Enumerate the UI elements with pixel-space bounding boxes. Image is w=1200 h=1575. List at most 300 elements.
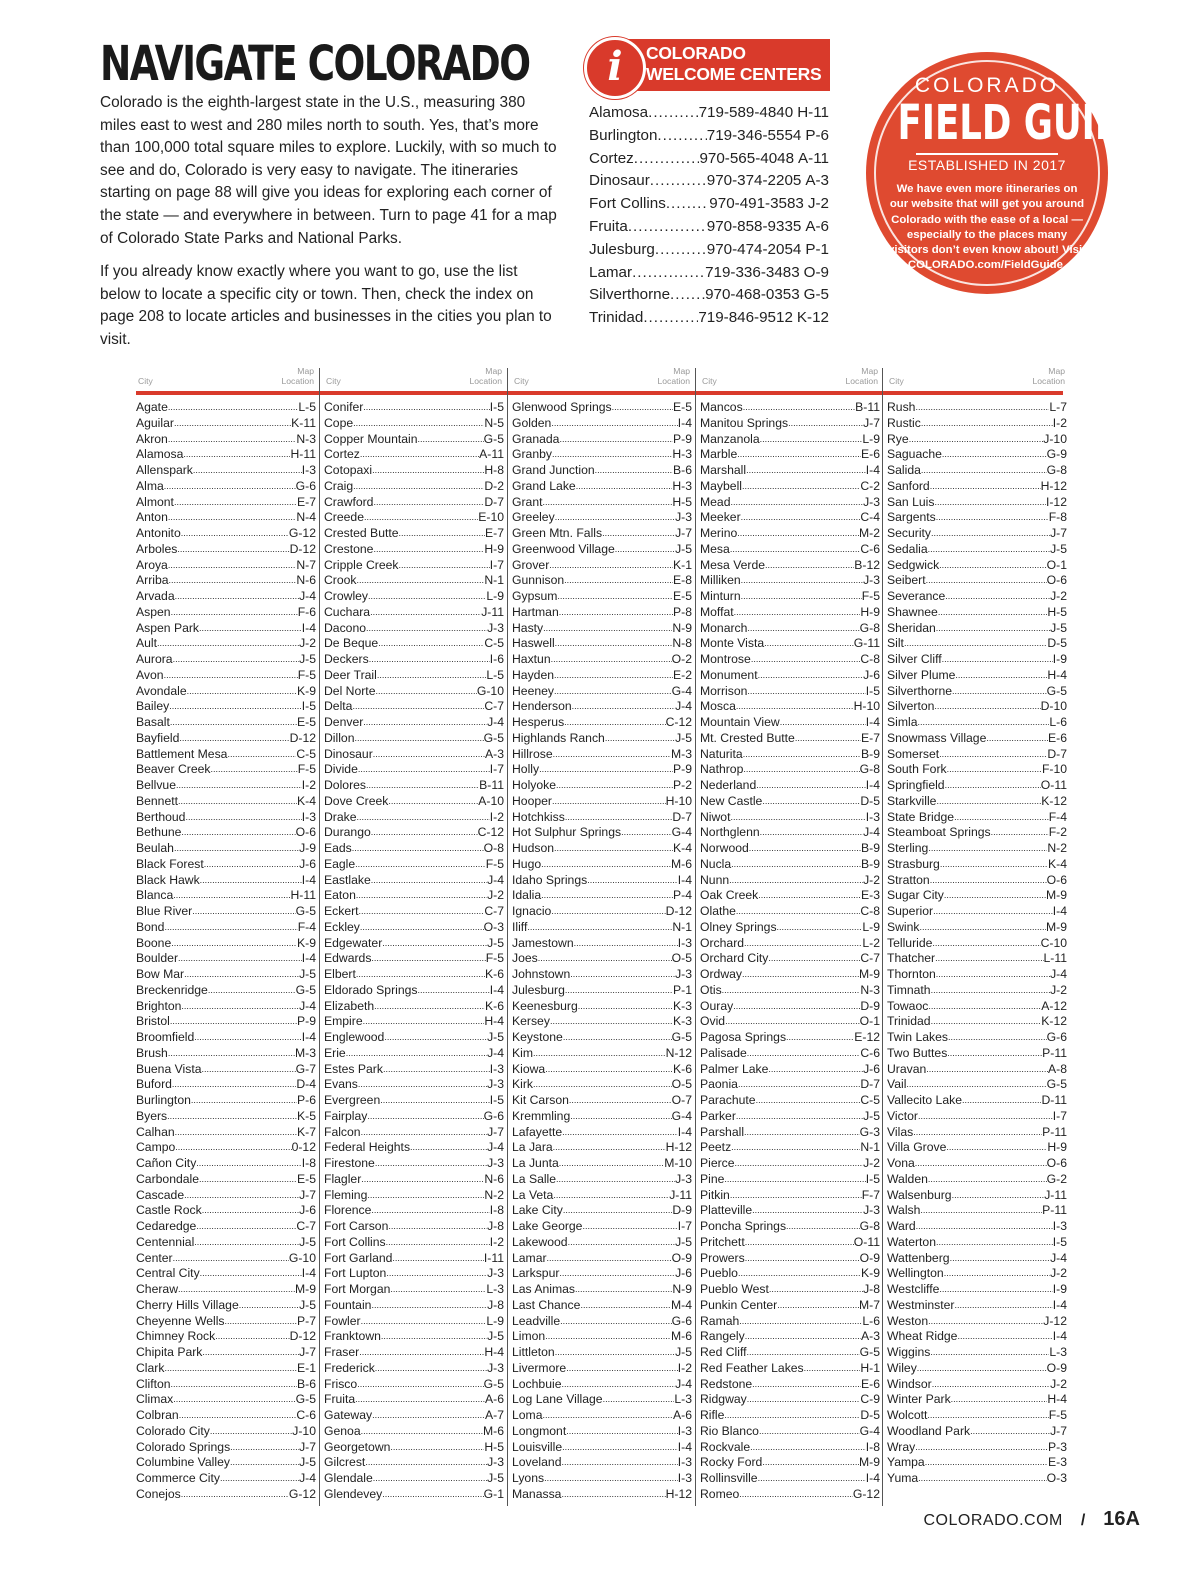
city-name: Red Feather Lakes [700, 1360, 804, 1375]
city-name: Bow Mar [136, 967, 185, 981]
city-map-location: D-11 [1041, 1093, 1067, 1107]
leader-dots [157, 636, 299, 652]
welcome-center-map-location: P-1 [805, 240, 829, 258]
city-name: Fort Garland [324, 1250, 393, 1265]
leader-dots [172, 1077, 296, 1093]
city-map-location: J-3 [863, 573, 880, 588]
city-map-location: J-8 [487, 1297, 504, 1312]
city-row [512, 1125, 692, 1141]
city-map-location: E-8 [673, 573, 692, 588]
leader-dots [632, 262, 705, 285]
city-name: Seibert [887, 573, 926, 588]
city-map-location: G-5 [483, 730, 504, 745]
city-name: Winter Park [887, 1392, 951, 1407]
leader-dots [410, 1140, 487, 1156]
city-row [700, 1392, 880, 1408]
city-name: Wray [887, 1439, 916, 1454]
city-name: Eads [324, 841, 352, 855]
city-row [887, 1266, 1067, 1282]
city-row [324, 1377, 504, 1393]
city-map-location: A-6 [673, 1408, 692, 1422]
city-map-location: J-3 [675, 967, 692, 981]
city-name: Red Cliff [700, 1345, 747, 1359]
city-name: Springfield [887, 778, 945, 792]
leader-dots [944, 1266, 1050, 1282]
city-row [700, 573, 880, 589]
city-row [887, 999, 1067, 1015]
leader-dots [952, 684, 1047, 700]
city-name: Gypsum [512, 589, 558, 603]
city-map-location: K-9 [297, 683, 316, 698]
city-row [887, 1109, 1067, 1125]
city-name: Poncha Springs [700, 1219, 787, 1233]
city-name: Romeo [700, 1486, 740, 1501]
leader-dots [184, 967, 299, 983]
city-row [512, 794, 692, 810]
city-map-location: J-2 [299, 636, 316, 651]
city-row [700, 825, 880, 841]
city-name: Rangely [700, 1329, 745, 1344]
city-name: Vilas [887, 1124, 914, 1139]
city-list [700, 400, 880, 1503]
leader-dots [634, 148, 700, 171]
city-row [700, 699, 880, 715]
leader-dots [666, 193, 709, 216]
leader-dots [926, 1062, 1048, 1078]
city-name: Walsh [887, 1203, 921, 1218]
welcome-center-name: Dinosaur [589, 172, 650, 190]
city-map-location: B-11 [855, 400, 880, 414]
city-row [324, 558, 504, 574]
leader-dots [202, 1345, 299, 1361]
city-row [700, 1219, 880, 1235]
city-map-location: F-4 [1048, 809, 1067, 824]
city-name: Green Mtn. Falls [512, 526, 603, 540]
city-map-location: I-4 [1052, 1297, 1067, 1312]
leader-dots [954, 810, 1049, 826]
city-map-location: G-4 [671, 825, 692, 840]
city-name: Holly [512, 762, 540, 777]
city-row [324, 1140, 504, 1156]
city-row [887, 1408, 1067, 1424]
leader-dots [388, 794, 478, 810]
city-row [700, 1282, 880, 1298]
city-name: Otis [700, 982, 722, 997]
city-map-location: B-9 [861, 856, 880, 871]
city-map-location: E-7 [485, 526, 504, 540]
city-name: Granby [512, 447, 552, 462]
leader-dots [747, 621, 859, 637]
city-map-location: H-4 [484, 1014, 504, 1029]
city-column [512, 364, 692, 1506]
city-row [887, 1361, 1067, 1377]
leader-dots [173, 652, 299, 668]
city-row [512, 778, 692, 794]
city-row [887, 1440, 1067, 1456]
city-name: Ouray [700, 998, 734, 1013]
city-name: Minturn [700, 589, 741, 603]
city-map-location: J-2 [863, 1156, 880, 1170]
city-map-location: G-8 [859, 620, 880, 635]
city-name: Rifle [700, 1408, 725, 1422]
city-name: Silver Plume [887, 667, 956, 682]
leader-dots [945, 778, 1041, 794]
city-map-location: C-8 [860, 904, 880, 918]
city-map-location: H-10 [853, 699, 880, 714]
city-name: Sheridan [887, 620, 936, 635]
leader-dots [383, 1062, 490, 1078]
city-row [512, 558, 692, 574]
leader-dots [565, 810, 673, 826]
city-map-location: I-5 [489, 400, 504, 414]
leader-dots [173, 1392, 295, 1408]
leader-dots [947, 1046, 1042, 1062]
city-name: Sterling [887, 841, 929, 855]
leader-dots [390, 1282, 486, 1298]
city-name: South Fork [887, 762, 947, 777]
column-separator [319, 368, 320, 1506]
city-map-location: G-9 [1046, 447, 1067, 462]
leader-dots [576, 479, 673, 495]
city-map-location: J-3 [675, 1171, 692, 1186]
city-row [324, 778, 504, 794]
city-map-location: P-1 [673, 982, 692, 997]
city-row [512, 495, 692, 511]
page-number: 16A [1103, 1508, 1140, 1530]
city-map-location: D-12 [289, 541, 316, 556]
city-map-location: D-5 [1047, 636, 1067, 651]
city-map-location: G-12 [852, 1486, 880, 1501]
city-name: Grand Lake [512, 478, 576, 493]
city-name: Akron [136, 431, 168, 446]
city-row [887, 1235, 1067, 1251]
city-name: Federal Heights [324, 1140, 411, 1155]
city-row [887, 668, 1067, 684]
city-name: Wiley [887, 1360, 917, 1375]
city-map-location: J-2 [487, 888, 504, 903]
leader-dots [167, 1109, 297, 1125]
leader-dots [193, 463, 302, 479]
city-name: Loveland [512, 1455, 562, 1470]
city-name: Naturita [700, 746, 743, 761]
city-name: Kit Carson [512, 1093, 569, 1107]
city-name: Kirk [512, 1077, 533, 1092]
leader-dots [392, 1251, 483, 1267]
city-map-location: I-12 [1045, 494, 1067, 509]
leader-dots [737, 447, 861, 463]
city-name: Hot Sulphur Springs [512, 825, 622, 840]
city-row [700, 510, 880, 526]
city-row [136, 1266, 316, 1282]
city-map-location: I-6 [489, 652, 504, 666]
city-row [136, 1251, 316, 1267]
city-row [324, 1014, 504, 1030]
city-map-location: I-4 [677, 415, 692, 430]
leader-dots [777, 920, 863, 936]
welcome-center-phone[interactable]: 970-374-2205 [706, 172, 802, 190]
leader-dots [920, 1203, 1042, 1219]
city-map-location: J-7 [1050, 1423, 1067, 1438]
city-row [700, 605, 880, 621]
city-name: Deckers [324, 652, 369, 666]
leader-dots [950, 1251, 1051, 1267]
city-name: Rollinsville [700, 1471, 758, 1485]
city-row [136, 747, 316, 763]
city-name: Livermore [512, 1360, 567, 1375]
footer-site[interactable]: COLORADO.COM [923, 1512, 1063, 1529]
leader-dots [360, 920, 484, 936]
city-row [700, 857, 880, 873]
city-name: New Castle [700, 793, 763, 808]
city-name: Olney Springs [700, 919, 777, 934]
leader-dots [563, 1030, 672, 1046]
city-name: Del Norte [324, 683, 376, 698]
leader-dots [936, 510, 1049, 526]
leader-dots [202, 1203, 299, 1219]
field-guide-blurb: We have even more itineraries on our website that will get you around Colorado with the ease of a local — especially to the places many visitors don’t even know about! Visit COLORADO.com/FieldGuide. [888, 183, 1086, 272]
welcome-center-name: Burlington [589, 126, 658, 144]
city-map-location: M-9 [295, 1282, 316, 1296]
welcome-center-phone[interactable]: 970-474-2054 [706, 240, 802, 258]
leader-dots [570, 967, 675, 983]
city-name: Security [887, 526, 932, 540]
city-map-location: F-5 [1048, 1408, 1067, 1422]
city-map-location: L-11 [1043, 951, 1067, 966]
city-map-location: E-3 [861, 888, 880, 903]
city-name: Holyoke [512, 778, 557, 792]
leader-dots [932, 1377, 1050, 1393]
city-row [324, 1266, 504, 1282]
city-name: Conejos [136, 1486, 181, 1501]
city-name: Cedaredge [136, 1219, 197, 1233]
city-map-location: E-6 [861, 1376, 880, 1391]
welcome-center-phone[interactable]: 719-589-4840 [698, 104, 794, 121]
city-map-location: J-7 [299, 1345, 316, 1359]
city-map-location: K-7 [297, 1124, 316, 1139]
city-name: Florence [324, 1203, 372, 1218]
city-map-location: H-4 [1047, 1392, 1067, 1407]
city-name: La Salle [512, 1171, 557, 1186]
column-header-city: City [514, 376, 529, 386]
city-column [887, 364, 1067, 1506]
city-row [887, 747, 1067, 763]
welcome-center-phone[interactable]: 719-846-9512 [698, 309, 793, 327]
leader-dots [736, 1109, 863, 1125]
city-name: Hugo [512, 856, 542, 871]
city-map-location: F-5 [297, 667, 316, 682]
leader-dots [373, 495, 484, 511]
welcome-centers-title [646, 43, 821, 85]
leader-dots [747, 684, 865, 700]
leader-dots [225, 1314, 298, 1330]
leader-dots [939, 747, 1047, 763]
city-name: Colbran [136, 1408, 179, 1422]
city-name: Yampa [887, 1455, 925, 1470]
city-map-location: I-4 [1052, 1329, 1067, 1344]
city-name: Fountain [324, 1297, 372, 1312]
city-map-location: N-2 [1047, 841, 1067, 855]
leader-dots [371, 1203, 489, 1219]
city-name: Bellvue [136, 778, 176, 792]
city-name: Parshall [700, 1124, 745, 1139]
city-row [887, 1219, 1067, 1235]
city-row [324, 1188, 504, 1204]
city-map-location: F-5 [485, 856, 504, 871]
city-map-location: I-2 [489, 809, 504, 824]
welcome-center-phone[interactable]: 970-468-0353 [705, 286, 800, 304]
leader-dots [747, 1046, 861, 1062]
city-name: Cañon City [136, 1156, 197, 1170]
city-map-location: F-4 [297, 919, 316, 934]
city-map-location: J-4 [487, 715, 504, 729]
leader-dots [944, 888, 1046, 904]
city-row [324, 400, 504, 416]
city-name: Grover [512, 557, 550, 572]
city-row [324, 1172, 504, 1188]
leader-dots [375, 1156, 487, 1172]
welcome-center-phone[interactable]: 970-491-3583 [709, 195, 804, 213]
city-name: Las Animas [512, 1282, 576, 1296]
city-name: Avon [136, 667, 164, 682]
field-guide-badge[interactable] [866, 52, 1149, 294]
city-map-location: P-3 [1048, 1439, 1067, 1454]
leader-dots [538, 951, 672, 967]
leader-dots [541, 857, 671, 873]
city-row [700, 1140, 880, 1156]
city-row [887, 1014, 1067, 1030]
leader-dots [917, 1361, 1047, 1377]
city-name: Beaver Creek [136, 762, 211, 777]
city-map-location: G-12 [288, 526, 316, 540]
city-row [136, 1156, 316, 1172]
city-map-location: I-9 [1052, 652, 1067, 666]
welcome-center-phone[interactable]: 719-346-5554 [706, 126, 802, 144]
city-map-location: O-5 [671, 1077, 692, 1092]
city-map-location: J-7 [1050, 526, 1067, 540]
leader-dots [171, 936, 297, 952]
city-name: Thatcher [887, 951, 936, 966]
city-row [887, 967, 1067, 983]
city-name: Merino [700, 526, 738, 540]
city-map-location: I-8 [301, 1156, 316, 1170]
leader-dots [643, 307, 698, 330]
city-map-location: J-2 [1050, 589, 1067, 603]
city-map-location: J-4 [1050, 1250, 1067, 1265]
city-row [324, 573, 504, 589]
city-map-location: C-9 [860, 1392, 880, 1407]
leader-dots [552, 447, 672, 463]
city-name: Aroya [136, 557, 168, 572]
city-name: Blue River [136, 904, 193, 918]
leader-dots [230, 1440, 299, 1456]
welcome-center-phone[interactable]: 719-336-3483 [705, 263, 800, 281]
city-row [324, 810, 504, 826]
leader-dots [169, 699, 302, 715]
city-map-location: I-8 [865, 1439, 880, 1454]
leader-dots [913, 1125, 1042, 1141]
city-name: Larkspur [512, 1266, 560, 1281]
city-row [700, 1266, 880, 1282]
city-name: Kersey [512, 1014, 550, 1029]
city-row [887, 1314, 1067, 1330]
city-map-location: H-9 [1047, 1140, 1067, 1155]
city-map-location: A-8 [1048, 1061, 1067, 1076]
leader-dots [940, 857, 1048, 873]
city-map-location: A-11 [479, 447, 504, 462]
city-name: Marshall [700, 463, 747, 477]
city-row [136, 794, 316, 810]
welcome-center-phone[interactable]: 970-565-4048 [699, 149, 795, 167]
city-row [700, 715, 880, 731]
city-map-location: I-4 [865, 778, 880, 792]
leader-dots [382, 936, 487, 952]
city-row [700, 542, 880, 558]
city-name: Marble [700, 447, 738, 462]
leader-dots [371, 825, 478, 841]
leader-dots [760, 432, 863, 448]
leader-dots [179, 1408, 297, 1424]
city-name: Mead [700, 494, 731, 509]
city-map-location: J-5 [863, 1108, 880, 1123]
city-row [700, 747, 880, 763]
city-row [887, 1345, 1067, 1361]
leader-dots [208, 983, 296, 999]
leader-dots [168, 400, 299, 416]
city-name: Empire [324, 1014, 363, 1029]
city-name: Silt [887, 636, 904, 651]
city-map-location: H-12 [665, 1486, 692, 1501]
city-map-location: G-4 [859, 1423, 880, 1438]
leader-dots [788, 416, 863, 432]
leader-dots [227, 747, 296, 763]
city-row [136, 526, 316, 542]
leader-dots [357, 1377, 483, 1393]
leader-dots [174, 495, 297, 511]
welcome-center-phone[interactable]: 970-858-9335 [706, 217, 802, 235]
city-row [136, 1361, 316, 1377]
city-row [512, 1282, 692, 1298]
city-row [136, 825, 316, 841]
city-name: Swink [887, 919, 920, 934]
city-row [887, 810, 1067, 826]
city-name: Idaho Springs [512, 872, 588, 887]
city-name: Pitkin [700, 1187, 730, 1202]
city-name: Nunn [700, 872, 730, 887]
leader-dots [356, 888, 487, 904]
city-map-location: I-3 [301, 809, 316, 824]
city-row [700, 1062, 880, 1078]
city-map-location: F-6 [297, 604, 316, 619]
city-row [700, 951, 880, 967]
city-map-location: G-6 [295, 478, 316, 493]
city-name: Ordway [700, 967, 742, 981]
leader-dots [733, 999, 860, 1015]
leader-dots [572, 699, 675, 715]
city-map-location: J-5 [1050, 541, 1067, 556]
leader-dots [602, 526, 675, 542]
city-row [136, 1377, 316, 1393]
city-row [700, 1203, 880, 1219]
city-row [512, 1408, 692, 1424]
city-name: Gilcrest [324, 1455, 366, 1470]
city-name: Fort Lupton [324, 1266, 387, 1281]
city-name: Twin Lakes [887, 1030, 948, 1044]
city-row [700, 1455, 880, 1471]
city-row [512, 967, 692, 983]
column-header-map-location [282, 366, 315, 386]
leader-dots [734, 605, 861, 621]
city-row [512, 1172, 692, 1188]
